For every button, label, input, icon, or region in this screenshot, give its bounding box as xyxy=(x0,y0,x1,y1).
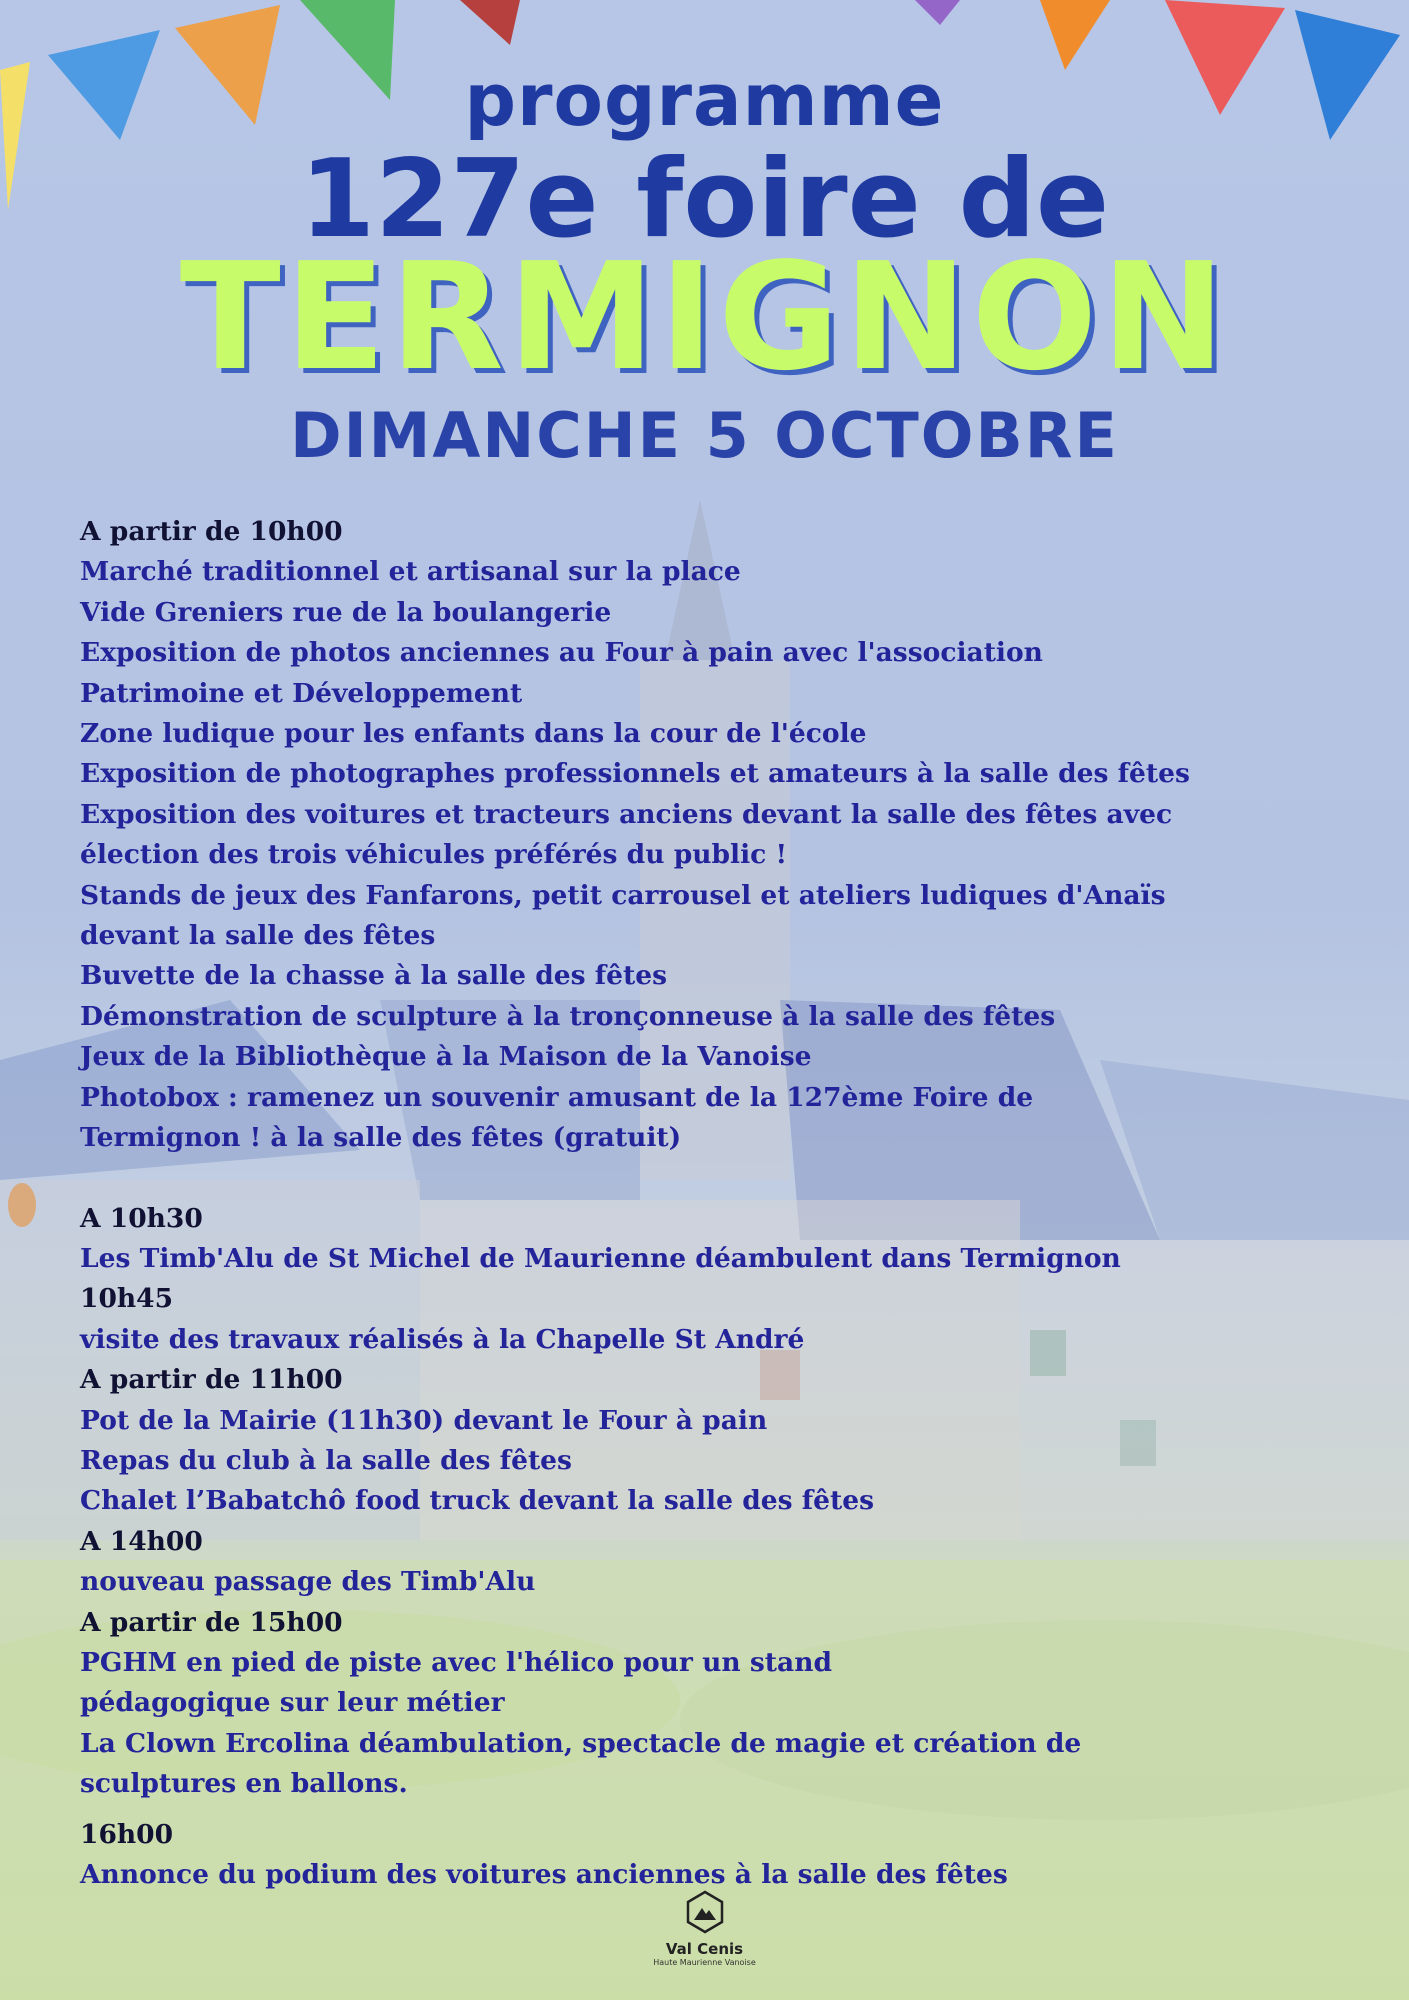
program-item: Zone ludique pour les enfants dans la cour de l'école xyxy=(80,718,867,750)
title-foire: 127e foire de xyxy=(299,137,1110,262)
program-block-10h30 xyxy=(80,1199,1380,1280)
program-list xyxy=(80,512,1380,1895)
title-programme: programme xyxy=(464,58,945,142)
program-time: A 14h00 xyxy=(80,1525,203,1557)
program-block-16h00 xyxy=(80,1815,1380,1896)
program-block-15h00 xyxy=(80,1603,1380,1805)
program-item: Buvette de la chasse à la salle des fêtes xyxy=(80,960,668,992)
program-item: Pot de la Mairie (11h30) devant le Four à pain xyxy=(80,1404,768,1436)
logo-tagline: Haute Maurienne Vanoise xyxy=(653,1958,756,1967)
mountain-badge-icon xyxy=(685,1890,725,1934)
program-item: Les Timb'Alu de St Michel de Maurienne déambulent dans Termignon xyxy=(80,1242,1121,1274)
program-item: Exposition de photographes professionnels et amateurs à la salle des fêtes xyxy=(80,758,1190,790)
program-time: 10h45 xyxy=(80,1283,174,1315)
program-time: A 10h30 xyxy=(80,1202,203,1234)
program-item: Termignon ! à la salle des fêtes (gratuit) xyxy=(80,1122,682,1154)
flag-red-brown xyxy=(460,0,520,45)
flag-purple xyxy=(915,0,960,25)
program-time: A partir de 11h00 xyxy=(80,1364,343,1396)
program-item: Chalet l’Babatchô food truck devant la salle des fêtes xyxy=(80,1485,875,1517)
program-item: Exposition de photos anciennes au Four à pain avec l'association xyxy=(80,637,1043,669)
program-item: Jeux de la Bibliothèque à la Maison de la Vanoise xyxy=(80,1041,812,1073)
program-item: Photobox : ramenez un souvenir amusant de la 127ème Foire de xyxy=(80,1081,1034,1113)
program-item: Exposition des voitures et tracteurs anciens devant la salle des fêtes avec xyxy=(80,798,1173,830)
event-date: DIMANCHE 5 OCTOBRE xyxy=(290,399,1119,472)
program-item: pédagogique sur leur métier xyxy=(80,1687,505,1719)
program-item: Annonce du podium des voitures anciennes à la salle des fêtes xyxy=(80,1859,1008,1890)
program-item: Patrimoine et Développement xyxy=(80,677,523,709)
program-item: Vide Greniers rue de la boulangerie xyxy=(80,596,612,628)
program-item: nouveau passage des Timb'Alu xyxy=(80,1566,536,1598)
program-block-10h45 xyxy=(80,1279,1380,1360)
program-item: devant la salle des fêtes xyxy=(80,920,436,952)
program-time: 16h00 xyxy=(80,1818,174,1850)
program-time: A partir de 10h00 xyxy=(80,516,343,547)
program-block-14h00 xyxy=(80,1522,1380,1603)
program-time: A partir de 15h00 xyxy=(80,1606,343,1638)
program-item: sculptures en ballons. xyxy=(80,1768,408,1800)
program-item: Repas du club à la salle des fêtes xyxy=(80,1444,572,1476)
program-item: PGHM en pied de piste avec l'hélico pour un stand xyxy=(80,1646,832,1678)
program-item: Marché traditionnel et artisanal sur la place xyxy=(80,556,741,588)
logo-name: Val Cenis xyxy=(665,1940,744,1958)
program-block-11h00 xyxy=(80,1360,1380,1522)
program-item: Démonstration de sculpture à la tronçonneuse à la salle des fêtes xyxy=(80,1000,1056,1032)
val-cenis-logo xyxy=(0,1890,1409,1967)
program-item: visite des travaux réalisés à la Chapelle St André xyxy=(80,1323,805,1355)
title-termignon: TERMIGNON xyxy=(179,231,1230,403)
program-item: élection des trois véhicules préférés du public ! xyxy=(80,839,788,871)
program-item: Stands de jeux des Fanfarons, petit carrousel et ateliers ludiques d'Anaïs xyxy=(80,879,1166,911)
program-block-10h00 xyxy=(80,512,1380,1159)
program-item: La Clown Ercolina déambulation, spectacle de magie et création de xyxy=(80,1727,1082,1759)
